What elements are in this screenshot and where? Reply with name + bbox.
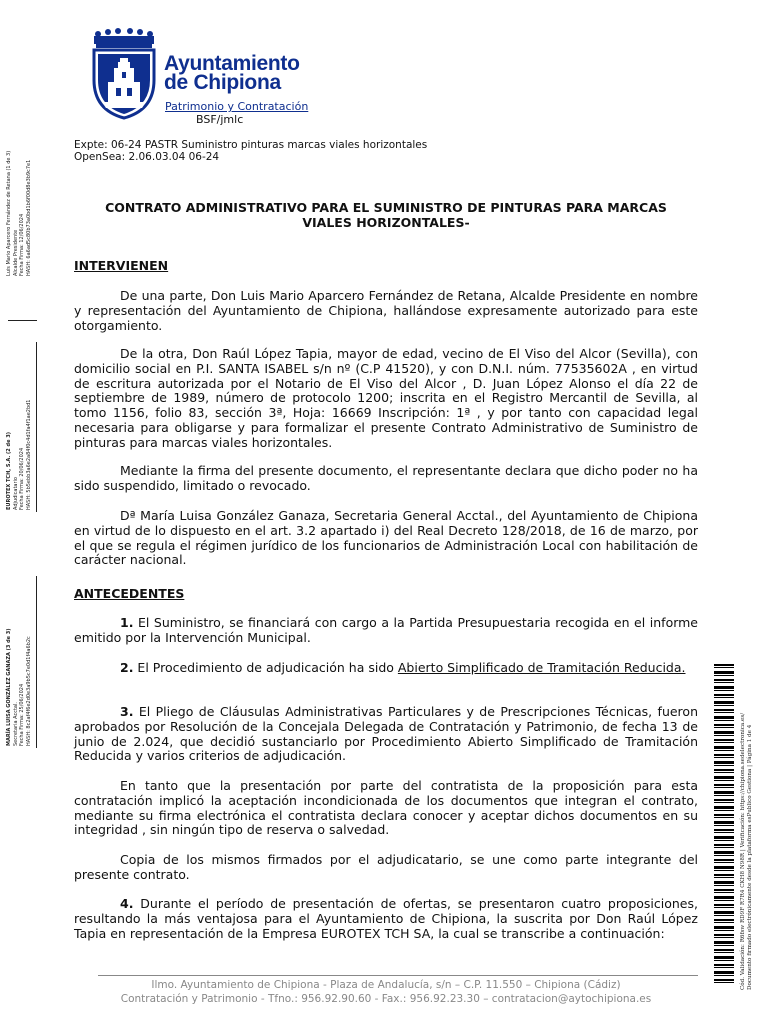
- signature-role: Secretaria Acctal.: [12, 702, 19, 746]
- antecedent-2-text: El Procedimiento de adjudicación ha sido: [133, 660, 398, 675]
- procedure-type: Abierto Simplificado de Tramitación Reducida.: [397, 660, 686, 675]
- reference-code: BSF/jmlc: [196, 113, 244, 126]
- footer-address: Ilmo. Ayuntamiento de Chipiona - Plaza de Andalucía, s/n – C.P. 11.550 – Chipiona (Cádiz): [151, 979, 621, 991]
- signature-separator: [8, 320, 37, 321]
- antecedent-2-number: 2.: [120, 660, 134, 675]
- brand-line-1: Ayuntamiento: [164, 52, 300, 75]
- signature-divider: [36, 342, 37, 512]
- signature-stamp-contractor: [6, 400, 32, 510]
- paragraph-secretary: Dª María Luisa González Ganaza, Secretaria General Acctal., del Ayuntamiento de Chipiona en virtud de lo dispuesto en el art. 3.2 apartado i) del Real Decreto 128/2018, de 16 de marzo, por el que se regula el régimen jurídico de los funcionarios de Administración Local con habilitación de carácter nacional.: [74, 508, 698, 568]
- antecedent-4: [74, 897, 698, 941]
- signature-date: Fecha Firma: 25/06/2024: [19, 683, 25, 746]
- antecedent-1-number: 1.: [120, 615, 134, 630]
- antecedent-2: [74, 661, 698, 676]
- document-title: [74, 200, 698, 230]
- paragraph-mayor: De una parte, Don Luis Mario Aparcero Fernández de Retana, Alcalde Presidente en nombre y representación del Ayuntamiento de Chipiona, hallándose expresamente autorizado para este otorgamiento.: [74, 288, 698, 333]
- antecedent-4-text: Durante el período de presentación de ofertas, se presentaron cuatro proposiciones, resultando la más ventajosa para el Ayuntamiento de Chipiona, la suscrita por Don Raúl López Tapia en representación de la Empresa EUROTEX TCH SA, la cual se transcribe a continuación:: [74, 896, 698, 941]
- verification-barcode: [714, 664, 734, 984]
- verification-code-line: Cód. Validación: R6fsw RD9F R7R4 CKH8 N98R | Verificación: https://chipiona.sedelectronica.es/: [740, 712, 746, 990]
- verification-platform-line: Documento firmado electrónicamente desde la plataforma esPublico Gestiona | Página 1 de 4: [747, 724, 753, 990]
- paragraph-powers: Mediante la firma del presente documento, el representante declara que dicho poder no ha sido suspendido, limitado o revocado.: [74, 463, 698, 493]
- paragraph-acceptance: En tanto que la presentación por parte del contratista de la proposición para esta contratación implicó la aceptación incondicionada de los documentos que integran el contrato, mediante su firma electrónica el contratista declara conocer y aceptar dichos documentos en su integridad , sin ningún tipo de reserva o salvedad.: [74, 778, 698, 838]
- paragraph-copy: Copia de los mismos firmados por el adjudicatario, se une como parte integrante del presente contrato.: [74, 852, 698, 882]
- crown-icon: [94, 28, 154, 48]
- signature-stamp-secretary: [6, 628, 32, 746]
- antecedent-3-number: 3.: [120, 704, 134, 719]
- file-reference: [74, 139, 427, 163]
- antecedent-3: [74, 705, 698, 764]
- signature-hash: HASH: 8c2af4f6e2d0e3a9b5c7e0d1f4a6b2c: [25, 636, 32, 746]
- signature-hash: HASH: 5b5ebb3a6e2a84f0c4d1fa4f1ae2bd1: [25, 399, 32, 510]
- chipiona-coat-of-arms-logo: [88, 28, 160, 120]
- paragraph-contractor: De la otra, Don Raúl López Tapia, mayor de edad, vecino de El Viso del Alcor (Sevilla), con domicilio social en P.I. SANTA ISABEL s/n nº (C.P 41520), y con D.N.I. núm. 77535602A , en virtud de escritura autorizada por el Notario de El Viso del Alcor , D. Juan López Alonso el día 22 de septiembre de 1989, número de protocolo 1200; inscrita en el Registro Mercantil de Sevilla, al tomo 1156, folio 83, sección 3ª, Hoja: 16669 Inscripción: 1ª , y por tanto con capacidad legal necesaria para obligarse y para formalizar el presente Contrato Administrativo de Suministro de pinturas para marcas viales horizontales.: [74, 346, 698, 450]
- antecedent-1: [74, 616, 698, 646]
- signature-name: MARÍA LUISA GONZÁLEZ GANAZA (3 de 3): [6, 628, 12, 746]
- signature-hash: HASH: 6a6ad5c80b73a0bd1b6f00d8e3b9c7e1: [25, 159, 32, 276]
- signature-date: Fecha Firma: 20/06/2024: [19, 447, 25, 510]
- footer-divider: [98, 975, 698, 976]
- brand-name: [164, 54, 300, 92]
- signature-name: Luis Mario Aparcero Fernández de Retana (1 de 3): [6, 150, 12, 276]
- signature-date: Fecha Firma: 12/06/2024: [19, 213, 25, 276]
- signature-name: EUROTEX TCH, S.A. (2 de 3): [6, 432, 12, 510]
- verification-text: [740, 713, 754, 990]
- title-line-2: VIALES HORIZONTALES-: [302, 215, 470, 230]
- antecedent-3-text: El Pliego de Cláusulas Administrativas Particulares y de Prescripciones Técnicas, fueron aprobados por Resolución de la Concejala Delegada de Contratación y Patrimonio, de fecha 13 de junio de 2.024, que decidió sustanciarlo por Procedimiento Abierto Simplificado de Tramitación Reducida y varios criterios de adjudicación.: [74, 704, 698, 764]
- signature-stamp-mayor: [6, 151, 32, 276]
- footer-contact: Contratación y Patrimonio - Tfno.: 956.92.90.60 - Fax.: 956.92.23.30 – contratacion@aytochipiona.es: [120, 993, 652, 1005]
- intervienen-heading: INTERVIENEN: [74, 258, 169, 273]
- antecedent-4-number: 4.: [120, 896, 134, 911]
- brand-line-2: de Chipiona: [164, 71, 281, 94]
- signature-divider: [36, 576, 37, 748]
- antecedent-1-text: El Suministro, se financiará con cargo a la Partida Presupuestaria recogida en el informe emitido por la Intervención Municipal.: [74, 615, 698, 645]
- title-line-1: CONTRATO ADMINISTRATIVO PARA EL SUMINISTRO DE PINTURAS PARA MARCAS: [105, 200, 667, 215]
- signature-role: Alcalde Presidente: [12, 229, 19, 276]
- expte-line: Expte: 06-24 PASTR Suministro pinturas marcas viales horizontales: [74, 139, 428, 151]
- signature-role: Adjudicatario: [12, 477, 19, 510]
- opensea-line: OpenSea: 2.06.03.04 06-24: [74, 151, 220, 163]
- department-label: Patrimonio y Contratación: [165, 100, 309, 113]
- antecedentes-heading: ANTECEDENTES: [74, 586, 185, 601]
